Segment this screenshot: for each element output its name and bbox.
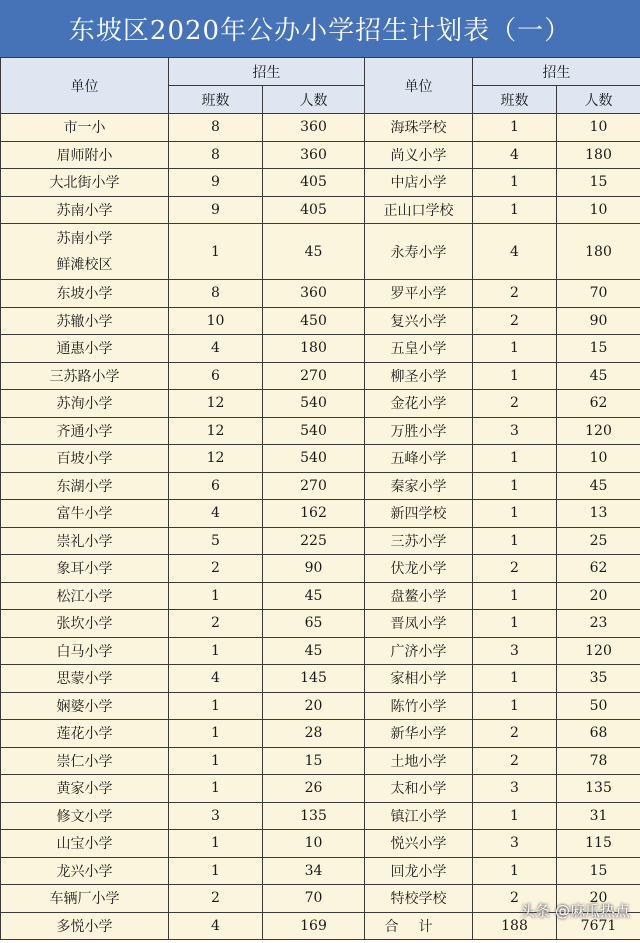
right-student-count: 45 bbox=[557, 362, 640, 390]
table-row bbox=[1, 362, 640, 390]
right-student-count: 120 bbox=[557, 417, 640, 445]
class-count: 1 bbox=[169, 582, 263, 610]
right-class-count: 1 bbox=[473, 114, 557, 142]
school-name: 三苏路小学 bbox=[1, 362, 169, 390]
student-count: 45 bbox=[263, 582, 365, 610]
right-school-name: 海珠学校 bbox=[365, 114, 473, 142]
student-count: 405 bbox=[263, 169, 365, 197]
right-student-count: 68 bbox=[557, 720, 640, 748]
right-school-name: 盘鳌小学 bbox=[365, 582, 473, 610]
table-row bbox=[1, 610, 640, 638]
right-school-name: 柳圣小学 bbox=[365, 362, 473, 390]
class-count: 2 bbox=[169, 610, 263, 638]
class-count: 8 bbox=[169, 280, 263, 308]
right-school-name: 土地小学 bbox=[365, 747, 473, 775]
student-count: 270 bbox=[263, 472, 365, 500]
table-row bbox=[1, 196, 640, 224]
school-name: 白马小学 bbox=[1, 637, 169, 665]
school-name: 齐通小学 bbox=[1, 417, 169, 445]
header-enroll-left: 招生 bbox=[169, 58, 365, 86]
right-school-name: 五皇小学 bbox=[365, 335, 473, 363]
school-name: 松江小学 bbox=[1, 582, 169, 610]
header-unit-left: 单位 bbox=[1, 58, 169, 114]
class-count: 8 bbox=[169, 141, 263, 169]
class-count: 12 bbox=[169, 390, 263, 418]
right-school-name: 罗平小学 bbox=[365, 280, 473, 308]
school-name: 富牛小学 bbox=[1, 500, 169, 528]
class-count: 1 bbox=[169, 747, 263, 775]
right-school-name: 金花小学 bbox=[365, 390, 473, 418]
student-count: 34 bbox=[263, 857, 365, 885]
right-student-count: 15 bbox=[557, 335, 640, 363]
class-count: 1 bbox=[169, 857, 263, 885]
table-row bbox=[1, 555, 640, 583]
class-count: 5 bbox=[169, 527, 263, 555]
right-class-count: 1 bbox=[473, 582, 557, 610]
watermark: 头条 @麻瓜热点 bbox=[520, 902, 630, 920]
school-name: 车辆厂小学 bbox=[1, 885, 169, 913]
right-school-name: 回龙小学 bbox=[365, 857, 473, 885]
right-class-count: 3 bbox=[473, 637, 557, 665]
table-row bbox=[1, 472, 640, 500]
class-count: 9 bbox=[169, 169, 263, 197]
header-classes-right: 班数 bbox=[473, 86, 557, 114]
right-school-name: 广济小学 bbox=[365, 637, 473, 665]
school-name: 黄家小学 bbox=[1, 775, 169, 803]
school-name: 张坎小学 bbox=[1, 610, 169, 638]
class-count: 1 bbox=[169, 720, 263, 748]
student-count: 360 bbox=[263, 280, 365, 308]
right-school-name: 万胜小学 bbox=[365, 417, 473, 445]
school-name: 大北街小学 bbox=[1, 169, 169, 197]
table-row bbox=[1, 637, 640, 665]
right-student-count: 180 bbox=[557, 224, 640, 280]
header-unit-right: 单位 bbox=[365, 58, 473, 114]
right-class-count: 2 bbox=[473, 555, 557, 583]
table-row bbox=[1, 390, 640, 418]
table-row bbox=[1, 169, 640, 197]
right-class-count: 2 bbox=[473, 307, 557, 335]
school-name: 百坡小学 bbox=[1, 445, 169, 473]
right-student-count: 62 bbox=[557, 555, 640, 583]
right-student-count: 135 bbox=[557, 775, 640, 803]
right-class-count: 3 bbox=[473, 417, 557, 445]
right-student-count: 120 bbox=[557, 637, 640, 665]
student-count: 26 bbox=[263, 775, 365, 803]
table-body bbox=[1, 114, 640, 940]
student-count: 135 bbox=[263, 802, 365, 830]
student-count: 10 bbox=[263, 830, 365, 858]
right-student-count: 10 bbox=[557, 445, 640, 473]
school-name-line2: 鲜滩校区 bbox=[56, 256, 113, 273]
right-school-name: 家相小学 bbox=[365, 665, 473, 693]
student-count: 28 bbox=[263, 720, 365, 748]
right-class-count: 1 bbox=[473, 802, 557, 830]
right-student-count: 20 bbox=[557, 582, 640, 610]
student-count: 270 bbox=[263, 362, 365, 390]
school-name: 崇礼小学 bbox=[1, 527, 169, 555]
right-student-count: 25 bbox=[557, 527, 640, 555]
right-class-count: 2 bbox=[473, 390, 557, 418]
table-row bbox=[1, 665, 640, 693]
right-student-count: 20 bbox=[557, 885, 640, 913]
table-row bbox=[1, 280, 640, 308]
class-count: 4 bbox=[169, 665, 263, 693]
right-student-count: 45 bbox=[557, 472, 640, 500]
school-name: 通惠小学 bbox=[1, 335, 169, 363]
header-classes-left: 班数 bbox=[169, 86, 263, 114]
right-class-count: 1 bbox=[473, 692, 557, 720]
table-row bbox=[1, 307, 640, 335]
class-count: 1 bbox=[169, 830, 263, 858]
right-class-count: 1 bbox=[473, 500, 557, 528]
school-name: 眉师附小 bbox=[1, 141, 169, 169]
student-count: 70 bbox=[263, 885, 365, 913]
class-count: 4 bbox=[169, 335, 263, 363]
right-student-count: 15 bbox=[557, 169, 640, 197]
right-school-name: 秦家小学 bbox=[365, 472, 473, 500]
class-count: 1 bbox=[169, 224, 263, 280]
student-count: 225 bbox=[263, 527, 365, 555]
table-row bbox=[1, 775, 640, 803]
school-name: 莲花小学 bbox=[1, 720, 169, 748]
student-count: 145 bbox=[263, 665, 365, 693]
table-row bbox=[1, 857, 640, 885]
school-name: 象耳小学 bbox=[1, 555, 169, 583]
class-count: 9 bbox=[169, 196, 263, 224]
school-name: 苏南小学 bbox=[1, 196, 169, 224]
right-class-count: 1 bbox=[473, 472, 557, 500]
table-row bbox=[1, 692, 640, 720]
class-count: 4 bbox=[169, 500, 263, 528]
class-count: 8 bbox=[169, 114, 263, 142]
table-row bbox=[1, 445, 640, 473]
school-name: 娴婆小学 bbox=[1, 692, 169, 720]
student-count: 45 bbox=[263, 637, 365, 665]
right-class-count: 1 bbox=[473, 610, 557, 638]
student-count: 45 bbox=[263, 224, 365, 280]
right-class-count: 2 bbox=[473, 720, 557, 748]
right-school-name: 新华小学 bbox=[365, 720, 473, 748]
class-count: 6 bbox=[169, 472, 263, 500]
school-name: 修文小学 bbox=[1, 802, 169, 830]
class-count: 2 bbox=[169, 885, 263, 913]
right-class-count: 3 bbox=[473, 830, 557, 858]
right-class-count: 1 bbox=[473, 527, 557, 555]
right-student-count: 10 bbox=[557, 114, 640, 142]
right-class-count: 1 bbox=[473, 169, 557, 197]
right-class-count: 4 bbox=[473, 141, 557, 169]
school-name: 龙兴小学 bbox=[1, 857, 169, 885]
student-count: 90 bbox=[263, 555, 365, 583]
student-count: 360 bbox=[263, 141, 365, 169]
school-name: 东坡小学 bbox=[1, 280, 169, 308]
class-count: 1 bbox=[169, 775, 263, 803]
right-student-count: 13 bbox=[557, 500, 640, 528]
right-school-name: 尚义小学 bbox=[365, 141, 473, 169]
school-name bbox=[1, 224, 169, 280]
right-student-count: 15 bbox=[557, 857, 640, 885]
right-class-count: 1 bbox=[473, 196, 557, 224]
student-count: 405 bbox=[263, 196, 365, 224]
right-student-count: 62 bbox=[557, 390, 640, 418]
header-people-right: 人数 bbox=[557, 86, 640, 114]
table-row bbox=[1, 114, 640, 142]
right-school-name: 太和小学 bbox=[365, 775, 473, 803]
table-row bbox=[1, 335, 640, 363]
student-count: 20 bbox=[263, 692, 365, 720]
class-count: 10 bbox=[169, 307, 263, 335]
right-student-count: 23 bbox=[557, 610, 640, 638]
right-class-count: 2 bbox=[473, 747, 557, 775]
student-count: 169 bbox=[263, 912, 365, 940]
school-name: 山宝小学 bbox=[1, 830, 169, 858]
right-school-name: 悦兴小学 bbox=[365, 830, 473, 858]
right-school-name: 五峰小学 bbox=[365, 445, 473, 473]
student-count: 15 bbox=[263, 747, 365, 775]
school-name: 苏洵小学 bbox=[1, 390, 169, 418]
total-people: 7671 bbox=[557, 912, 640, 940]
right-class-count: 2 bbox=[473, 280, 557, 308]
right-school-name: 特校学校 bbox=[365, 885, 473, 913]
right-class-count: 4 bbox=[473, 224, 557, 280]
class-count: 12 bbox=[169, 417, 263, 445]
right-student-count: 90 bbox=[557, 307, 640, 335]
class-count: 1 bbox=[169, 637, 263, 665]
right-class-count: 2 bbox=[473, 885, 557, 913]
right-student-count: 78 bbox=[557, 747, 640, 775]
table-row bbox=[1, 802, 640, 830]
right-school-name: 晋凤小学 bbox=[365, 610, 473, 638]
header-enroll-right: 招生 bbox=[473, 58, 640, 86]
right-class-count: 1 bbox=[473, 335, 557, 363]
right-class-count: 3 bbox=[473, 775, 557, 803]
student-count: 65 bbox=[263, 610, 365, 638]
class-count: 12 bbox=[169, 445, 263, 473]
table-row bbox=[1, 527, 640, 555]
table-row bbox=[1, 582, 640, 610]
school-name: 多悦小学 bbox=[1, 912, 169, 940]
right-school-name: 新四学校 bbox=[365, 500, 473, 528]
right-class-count: 1 bbox=[473, 857, 557, 885]
school-name: 苏辙小学 bbox=[1, 307, 169, 335]
total-classes: 188 bbox=[473, 912, 557, 940]
student-count: 162 bbox=[263, 500, 365, 528]
class-count: 1 bbox=[169, 692, 263, 720]
school-name: 市一小 bbox=[1, 114, 169, 142]
school-name: 崇仁小学 bbox=[1, 747, 169, 775]
right-school-name: 永寿小学 bbox=[365, 224, 473, 280]
school-name-line1: 苏南小学 bbox=[56, 230, 113, 247]
enrollment-table bbox=[0, 57, 640, 940]
right-school-name: 中店小学 bbox=[365, 169, 473, 197]
table-row bbox=[1, 720, 640, 748]
class-count: 3 bbox=[169, 802, 263, 830]
table-row bbox=[1, 141, 640, 169]
total-label: 合计 bbox=[365, 912, 473, 940]
table-header bbox=[1, 58, 640, 114]
right-student-count: 180 bbox=[557, 141, 640, 169]
right-class-count: 1 bbox=[473, 665, 557, 693]
student-count: 540 bbox=[263, 390, 365, 418]
right-student-count: 115 bbox=[557, 830, 640, 858]
right-student-count: 50 bbox=[557, 692, 640, 720]
right-student-count: 70 bbox=[557, 280, 640, 308]
class-count: 6 bbox=[169, 362, 263, 390]
right-student-count: 10 bbox=[557, 196, 640, 224]
right-class-count: 1 bbox=[473, 362, 557, 390]
right-school-name: 镇江小学 bbox=[365, 802, 473, 830]
right-school-name: 陈竹小学 bbox=[365, 692, 473, 720]
table-row bbox=[1, 417, 640, 445]
class-count: 4 bbox=[169, 912, 263, 940]
table-row bbox=[1, 224, 640, 280]
student-count: 540 bbox=[263, 445, 365, 473]
student-count: 180 bbox=[263, 335, 365, 363]
table-row bbox=[1, 500, 640, 528]
right-school-name: 伏龙小学 bbox=[365, 555, 473, 583]
school-name: 东湖小学 bbox=[1, 472, 169, 500]
student-count: 450 bbox=[263, 307, 365, 335]
right-class-count: 1 bbox=[473, 445, 557, 473]
class-count: 2 bbox=[169, 555, 263, 583]
student-count: 540 bbox=[263, 417, 365, 445]
right-student-count: 35 bbox=[557, 665, 640, 693]
table-title: 东坡区2020年公办小学招生计划表（一） bbox=[0, 0, 640, 57]
student-count: 360 bbox=[263, 114, 365, 142]
right-school-name: 三苏小学 bbox=[365, 527, 473, 555]
header-people-left: 人数 bbox=[263, 86, 365, 114]
right-school-name: 正山口学校 bbox=[365, 196, 473, 224]
school-name: 思蒙小学 bbox=[1, 665, 169, 693]
table-row bbox=[1, 747, 640, 775]
right-school-name: 复兴小学 bbox=[365, 307, 473, 335]
table-row bbox=[1, 830, 640, 858]
right-student-count: 31 bbox=[557, 802, 640, 830]
